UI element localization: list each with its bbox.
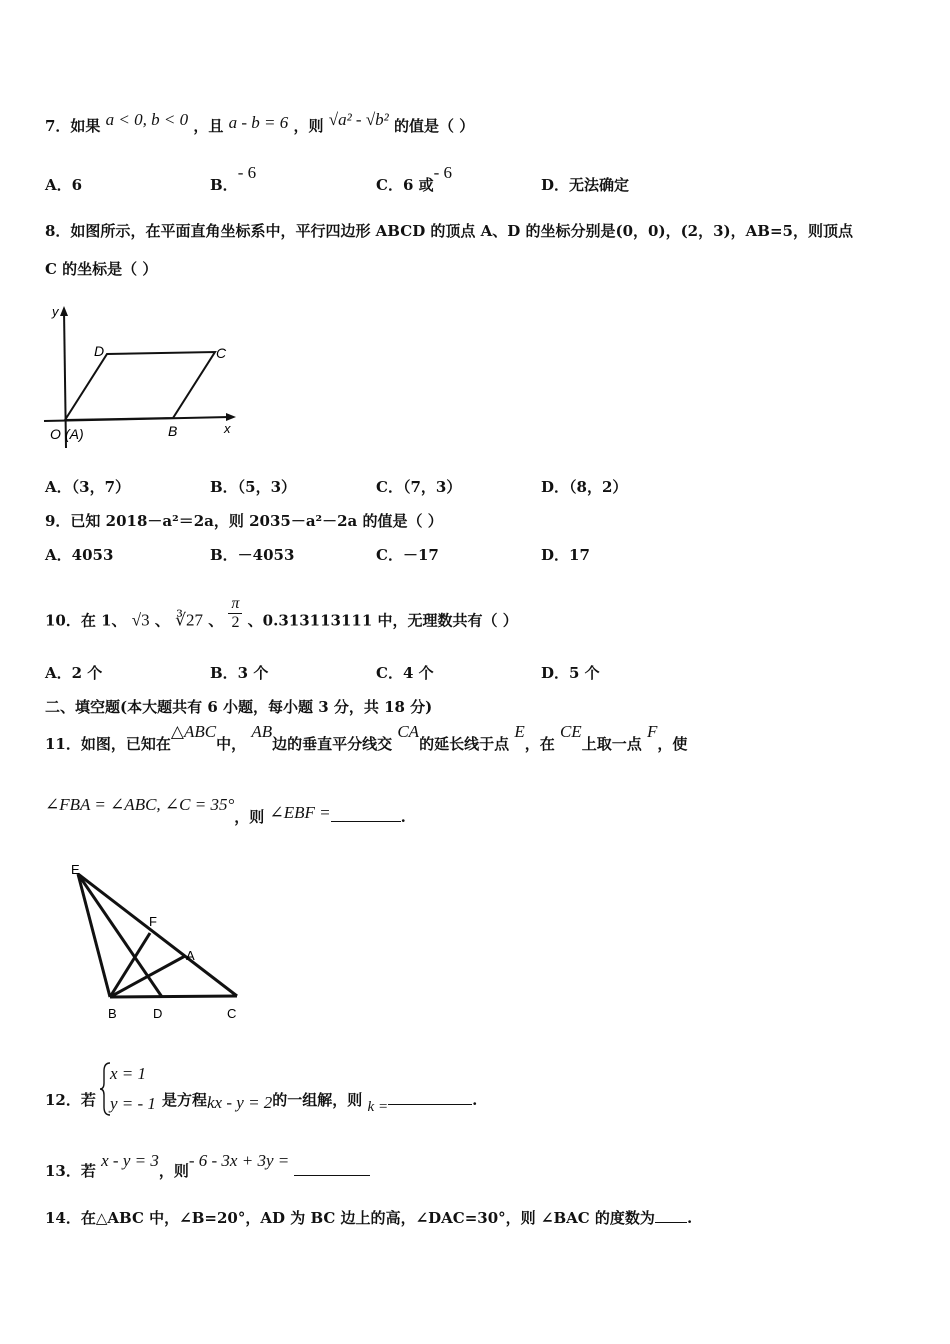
q8-option-d[interactable]: D．（8，2） <box>541 478 628 496</box>
q9-option-a[interactable]: A．4053 <box>45 546 114 564</box>
q14-end: . <box>686 1209 693 1227</box>
q8-stem-line1: 8．如图所示，在平面直角坐标系中，平行四边形 ABCD 的顶点 A、D 的坐标分别是(0，0)，(2，3)，AB=5，则顶点 <box>45 222 853 240</box>
q14-text: 14．在△ABC 中，∠B=20°，AD 为 BC 边上的高，∠DAC=30°，则 ∠BAC 的度数为 <box>45 1209 655 1227</box>
q12-rest <box>162 1089 478 1115</box>
q7-condition: a < 0, b < 0 <box>105 110 189 129</box>
q10-pi-numerator: π <box>231 595 240 612</box>
q12-mid: 是方程 <box>162 1091 208 1109</box>
q11-seg-bc <box>110 996 237 997</box>
q7-expression: √a² - √b² <box>328 110 389 129</box>
q7-equation: a - b = 6 <box>228 113 289 132</box>
q12-number: 12．若 <box>45 1091 96 1109</box>
q11-part4: 的延长线于点 <box>419 735 510 753</box>
q13-number: 13．若 <box>45 1162 96 1180</box>
q11-part6: 上取一点 <box>581 735 642 753</box>
q8-label-b: B <box>168 423 178 439</box>
q7-option-a[interactable]: A．6 <box>45 176 83 194</box>
q11-seg-ec <box>78 874 237 996</box>
q7-tail: 的值是（ ） <box>393 117 475 135</box>
q7-number: 7．如果 <box>45 117 101 135</box>
q14-stem <box>45 1207 692 1228</box>
q12-answer-blank[interactable] <box>388 1104 472 1105</box>
q12-end: . <box>472 1091 478 1109</box>
q11-end: . <box>400 808 406 826</box>
q12-equation-y: y = - 1 <box>110 1094 156 1113</box>
q11-seg-eb <box>78 874 110 997</box>
q11-label-a: A <box>186 948 195 963</box>
q11-figure <box>66 862 256 1026</box>
q11-ask: ∠EBF = <box>269 803 331 822</box>
q8-label-o: O <box>50 426 61 442</box>
q13-stem <box>45 1151 370 1181</box>
q12-ask: k = <box>367 1099 389 1115</box>
q7-option-c-value: - 6 <box>433 163 453 182</box>
q7-option-b[interactable] <box>210 163 257 195</box>
q13-condition: x - y = 3 <box>101 1151 159 1170</box>
q12-equation-x: x = 1 <box>110 1064 147 1083</box>
q7-option-b-value: - 6 <box>237 163 257 182</box>
q12-stem <box>45 1089 96 1110</box>
q11-part3: 边的垂直平分线交 <box>272 735 393 753</box>
q9-option-d[interactable]: D．17 <box>541 546 590 564</box>
q8-option-a[interactable]: A．（3，7） <box>45 478 131 496</box>
q8-option-c[interactable]: C．（7，3） <box>376 478 462 496</box>
q9-stem: 9．已知 2018－a²＝2a，则 2035－a²－2a 的值是（ ） <box>45 512 443 530</box>
q11-part2: 中， <box>216 735 247 753</box>
q11-label-e: E <box>71 862 80 877</box>
q10-sep2: 、 <box>208 611 224 630</box>
q11-condition-line <box>45 795 406 827</box>
section-2-heading: 二、填空题(本大题共有 6 小题，每小题 3 分，共 18 分) <box>45 698 433 716</box>
q7-and: ，且 <box>193 117 224 135</box>
q8-option-b[interactable]: B．（5，3） <box>210 478 297 496</box>
q8-label-x: x <box>224 421 231 436</box>
q10-option-c[interactable]: C．4 个 <box>376 664 434 682</box>
q7-option-c[interactable] <box>376 163 453 195</box>
q8-label-y: y <box>52 304 59 319</box>
q11-math-e: E <box>514 722 525 741</box>
q11-part5: ，在 <box>524 735 555 753</box>
q10-option-b[interactable]: B．3 个 <box>210 664 269 682</box>
q8-stem-line2: C 的坐标是（ ） <box>45 260 158 278</box>
q10-tail: 、0.313113111 中，无理数共有（ ） <box>247 611 518 630</box>
q8-label-c: C <box>216 345 227 361</box>
q13-expression: - 6 - 3x + 3y = <box>188 1151 290 1170</box>
q11-part7: ，使 <box>657 735 688 753</box>
q9-option-c[interactable]: C．－17 <box>376 546 439 564</box>
q8-y-arrow <box>60 306 68 316</box>
q7-then: ，则 <box>293 117 324 135</box>
q11-math-ce: CE <box>559 722 582 741</box>
q11-part1: 11．如图，已知在 <box>45 735 171 753</box>
q10-cbrt27: ∛27 <box>175 610 203 630</box>
q8-x-arrow <box>226 413 236 421</box>
q12-tail: 的一组解，则 <box>272 1091 363 1109</box>
q10-option-a[interactable]: A．2 个 <box>45 664 103 682</box>
q11-then: ，则 <box>234 808 265 826</box>
q12-equation: kx - y = 2 <box>207 1093 273 1112</box>
q8-label-a: (A) <box>65 426 84 442</box>
q10-pi-denominator: 2 <box>231 614 240 631</box>
q11-math-ab: AB <box>251 722 273 741</box>
q11-condition: ∠FBA = ∠ABC, ∠C = 35° <box>45 795 235 814</box>
q13-then: ，则 <box>158 1162 189 1180</box>
q10-sqrt3: √3 <box>131 610 150 630</box>
q7-stem <box>45 110 475 136</box>
q10-head: 10．在 1、 <box>45 611 127 630</box>
q10-pi-fraction <box>228 595 242 632</box>
q7-option-d[interactable]: D．无法确定 <box>541 176 630 194</box>
q11-label-f: F <box>149 914 157 929</box>
q10-stem <box>45 595 518 640</box>
q13-answer-blank[interactable] <box>294 1175 370 1176</box>
q11-label-b: B <box>108 1006 117 1021</box>
q8-label-d: D <box>94 343 105 359</box>
q10-option-d[interactable]: D．5 个 <box>541 664 600 682</box>
q11-label-d: D <box>153 1006 163 1021</box>
q11-math-abc: △ABC <box>170 722 217 741</box>
q11-math-f: F <box>646 722 658 741</box>
q11-label-c: C <box>227 1006 237 1021</box>
q11-answer-blank[interactable] <box>331 821 401 822</box>
q10-sep1: 、 <box>154 611 170 630</box>
q8-parallelogram <box>65 352 215 420</box>
q14-answer-blank[interactable] <box>655 1222 687 1223</box>
q11-math-ca: CA <box>397 722 420 741</box>
q7-option-b-label: B． <box>210 176 238 194</box>
q8-figure <box>42 300 242 450</box>
q7-option-c-label: C．6 或 <box>376 176 434 194</box>
q11-stem <box>45 722 688 754</box>
q9-option-b[interactable]: B．－4053 <box>210 546 295 564</box>
